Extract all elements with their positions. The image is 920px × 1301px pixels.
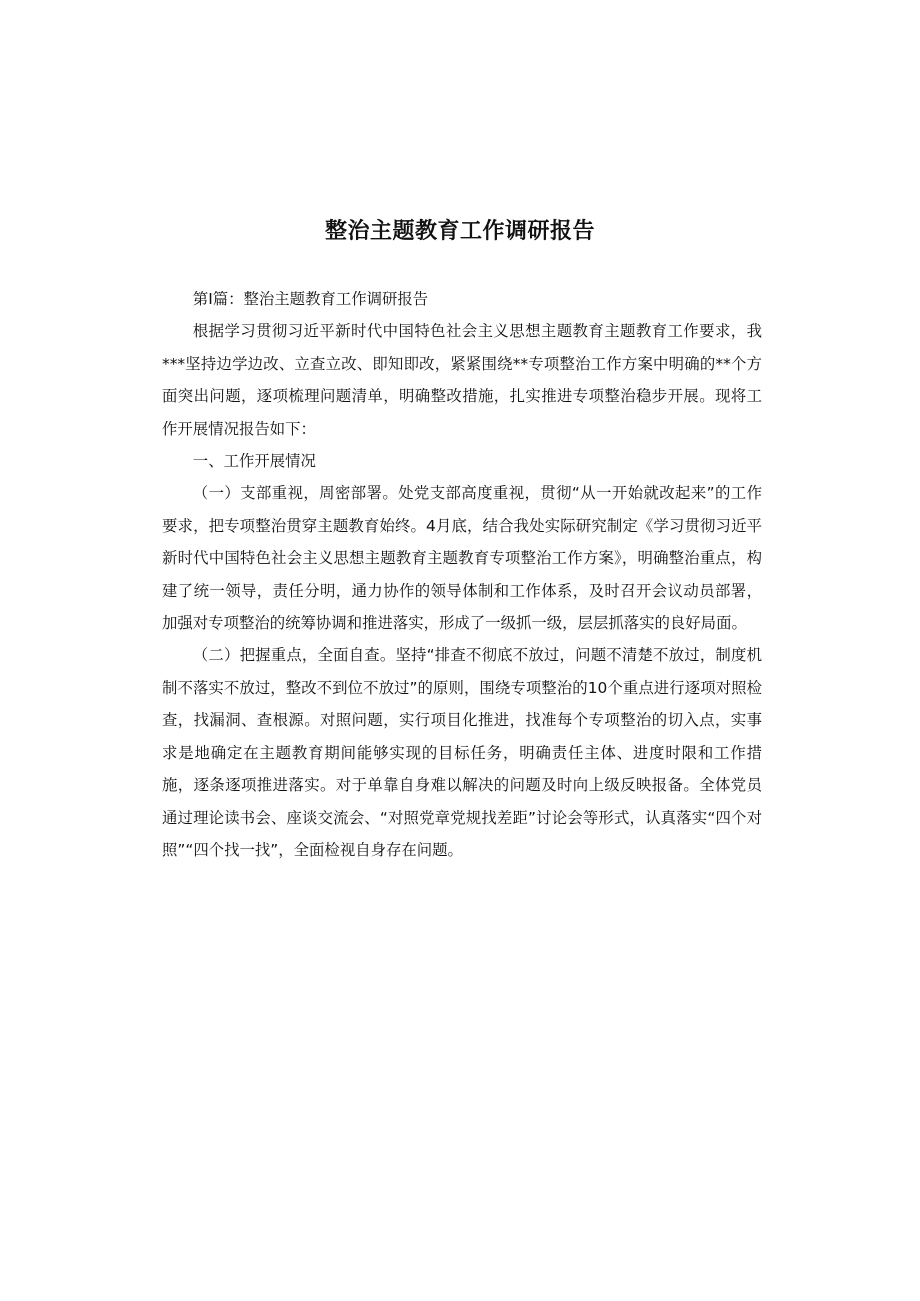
intro-paragraph: 根据学习贯彻习近平新时代中国特色社会主义思想主题教育主题教育工作要求，我***坚持边学边改、立查立改、即知即改，紧紧围绕**专项整治工作方案中明确的**个方面突出问题，逐项梳理问题清单，明确整改措施，扎实推进专项整治稳步开展。现将工作开展情况报告如下： bbox=[162, 322, 762, 438]
section-heading-part1: 第Ⅰ篇：整治主题教育工作调研报告 bbox=[192, 290, 429, 308]
paragraph-self-inspection: （二）把握重点，全面自查。坚持“排查不彻底不放过，问题不清楚不放过，制度机制不落实不放过，整改不到位不放过”的原则，围绕专项整治的10个重点进行逐项对照检查，找漏洞、查根源。对照问题，实行项目化推进，找准每个专项整治的切入点，实事求是地确定在主题教育期间能够实现的目标任务，明确责任主体、进度时限和工作措施，逐条逐项推进落实。对于单靠自身难以解决的问题及时向上级反映报备。全体党员通过理论读书会、座谈交流会、“对照党章党规找差距”讨论会等形式，认真落实“四个对照”“四个找一找”，全面检视自身存在问题。 bbox=[162, 646, 762, 859]
section-heading-work-status: 一、工作开展情况 bbox=[192, 452, 316, 471]
document-body bbox=[162, 283, 762, 866]
document-title: 整治主题教育工作调研报告 bbox=[324, 219, 595, 244]
paragraph-branch-deployment: （一）支部重视，周密部署。处党支部高度重视，贯彻“从一开始就改起来”的工作要求，把专项整治贯穿主题教育始终。4月底，结合我处实际研究制定《学习贯彻习近平新时代中国特色社会主义思想主题教育主题教育专项整治工作方案》，明确整治重点，构建了统一领导，责任分明，通力协作的领导体制和工作体系，及时召开会议动员部署，加强对专项整治的统筹协调和推进落实，形成了一级抓一级，层层抓落实的良好局面。 bbox=[162, 484, 762, 633]
